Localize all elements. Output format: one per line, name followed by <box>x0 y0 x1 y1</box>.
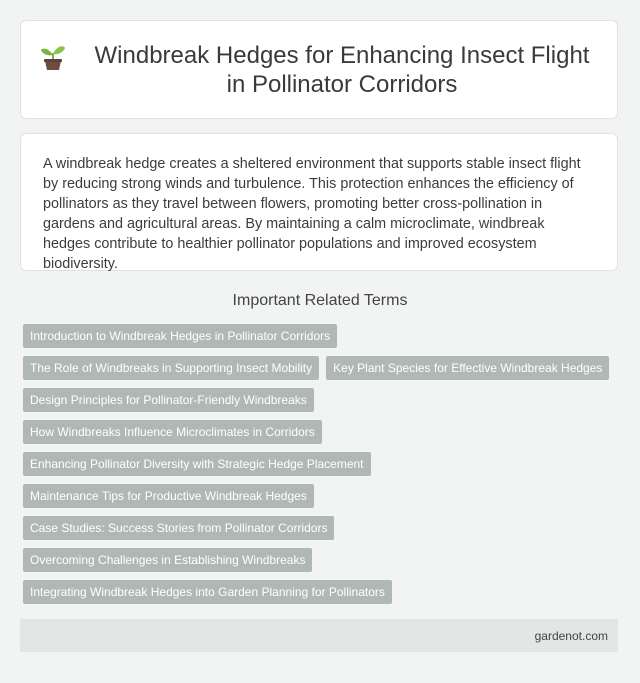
sprout-icon <box>39 41 67 71</box>
tag-row <box>23 388 623 412</box>
tag-row <box>23 580 623 604</box>
tag-row <box>23 420 623 444</box>
related-term-tag[interactable]: The Role of Windbreaks in Supporting Insect Mobility <box>23 356 319 380</box>
description-text: A windbreak hedge creates a sheltered environment that supports stable insect flight by reducing strong winds and turbulence. This protection enhances the efficiency of pollinators as they travel between flowers, promoting better cross-pollination in gardens and agricultural areas. By maintaining a calm microclimate, windbreak hedges contribute to healthier pollinator populations and improved ecosystem biodiversity. <box>43 156 581 272</box>
related-term-tag[interactable]: Enhancing Pollinator Diversity with Strategic Hedge Placement <box>23 452 371 476</box>
tag-row <box>23 484 623 508</box>
related-terms-list <box>23 324 623 612</box>
title-wrap <box>39 41 599 99</box>
tag-row <box>23 324 623 348</box>
footer-site-link[interactable]: gardenot.com <box>534 628 608 643</box>
related-term-tag[interactable]: Maintenance Tips for Productive Windbreak Hedges <box>23 484 314 508</box>
tag-row <box>23 452 623 476</box>
related-term-tag[interactable]: Integrating Windbreak Hedges into Garden Planning for Pollinators <box>23 580 392 604</box>
tag-row <box>23 356 623 380</box>
tag-row <box>23 548 623 572</box>
related-term-tag[interactable]: Design Principles for Pollinator-Friendly Windbreaks <box>23 388 314 412</box>
tag-row <box>23 516 623 540</box>
title-card <box>20 20 618 119</box>
description-card <box>20 133 618 271</box>
related-term-tag[interactable]: Case Studies: Success Stories from Pollinator Corridors <box>23 516 334 540</box>
related-term-tag[interactable]: Introduction to Windbreak Hedges in Pollinator Corridors <box>23 324 337 348</box>
page-title: Windbreak Hedges for Enhancing Insect Flight in Pollinator Corridors <box>94 41 590 98</box>
related-term-tag[interactable]: How Windbreaks Influence Microclimates in Corridors <box>23 420 322 444</box>
related-term-tag[interactable]: Key Plant Species for Effective Windbreak Hedges <box>326 356 609 380</box>
related-term-tag[interactable]: Overcoming Challenges in Establishing Windbreaks <box>23 548 312 572</box>
footer <box>20 619 618 652</box>
related-terms-heading: Important Related Terms <box>232 292 408 309</box>
